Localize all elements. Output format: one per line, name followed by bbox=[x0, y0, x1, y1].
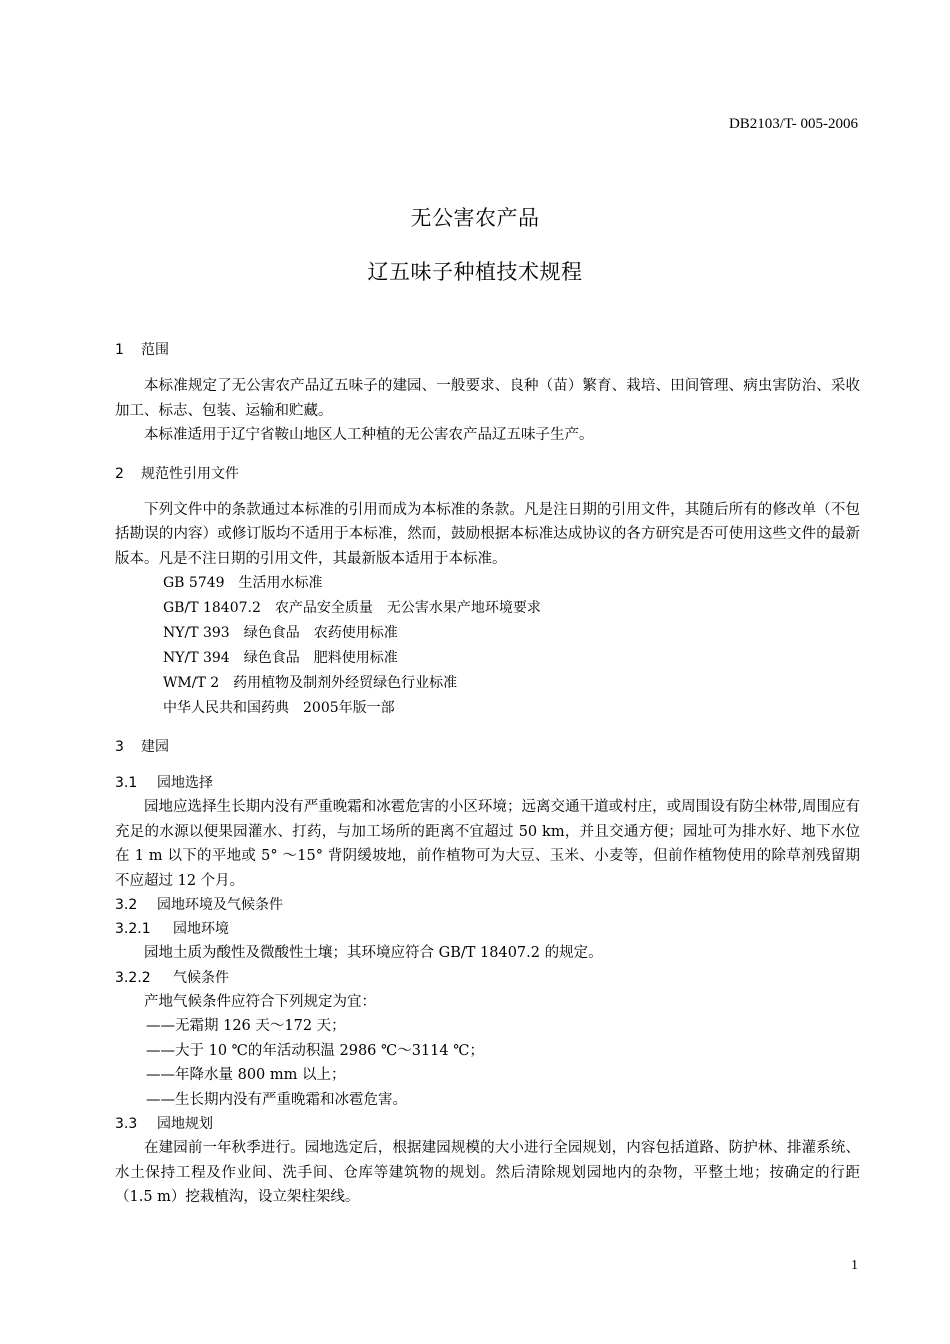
section-number: 3 bbox=[115, 739, 124, 755]
reference-item: GB 5749 生活用水标准 bbox=[163, 575, 323, 591]
section-1-heading bbox=[115, 338, 860, 363]
subsection-3-3-heading bbox=[115, 1112, 860, 1136]
reference-item: 中华人民共和国药典 2005年版一部 bbox=[163, 700, 395, 716]
subsection-number: 3.2 bbox=[115, 897, 138, 913]
section-3-heading bbox=[115, 735, 860, 760]
subsection-number: 3.2.2 bbox=[115, 969, 151, 986]
reference-item: NY/T 394 绿色食品 肥料使用标准 bbox=[163, 650, 398, 666]
section-title: 范围 bbox=[141, 342, 169, 358]
section-title: 规范性引用文件 bbox=[141, 465, 239, 482]
section-2-heading bbox=[115, 462, 860, 487]
reference-item: NY/T 393 绿色食品 农药使用标准 bbox=[163, 625, 398, 641]
subsection-number: 3.3 bbox=[115, 1116, 138, 1132]
climate-list-item: ——年降水量 800 mm 以上； bbox=[146, 1067, 346, 1083]
section-2-paragraph-1: 下列文件中的条款通过本标准的引用而成为本标准的条款。凡是注日期的引用文件，其随后所有的修改单（不包括勘误的内容）或修订版均不适用于本标准，然而，鼓励根据本标准达成协议的各方研究是否可使用这些文件的最新版本。凡是不注日期的引用文件，其最新版本适用于本标准。 bbox=[115, 501, 860, 567]
title-line-1: 无公害农产品 bbox=[410, 206, 540, 230]
subsection-title: 园地环境及气候条件 bbox=[157, 897, 283, 913]
subsection-number: 3.1 bbox=[115, 775, 138, 791]
title-line-2: 辽五味子种植技术规程 bbox=[367, 260, 583, 284]
subsection-title: 气候条件 bbox=[173, 969, 229, 986]
climate-list-item: ——无霜期 126 天～172 天； bbox=[146, 1018, 346, 1034]
subsection-3-1-paragraph: 园地应选择生长期内没有严重晚霜和冰雹危害的小区环境；远离交通干道或村庄，或周围设有防尘林带,周围应有充足的水源以便果园灌水、打药，与加工场所的距离不宜超过 50 km，并且交通方便；园址可为排水好、地下水位在 1 m 以下的平地或 5° ～15° 背阴缓坡地，前作植物可为大豆、玉米、小麦等，但前作植物使用的除草剂残留期不应超过 12 个月。 bbox=[115, 799, 860, 889]
document-code: DB2103/T- 005-2006 bbox=[728, 116, 858, 132]
section-title: 建园 bbox=[141, 739, 169, 755]
reference-item: GB/T 18407.2 农产品安全质量 无公害水果产地环境要求 bbox=[163, 600, 541, 616]
subsection-number: 3.2.1 bbox=[115, 921, 151, 937]
reference-item: WM/T 2 药用植物及制剂外经贸绿色行业标准 bbox=[163, 675, 458, 691]
subsection-3-2-2-heading bbox=[115, 966, 860, 990]
section-number: 2 bbox=[115, 465, 124, 482]
page-number: 1 bbox=[851, 1258, 858, 1273]
subsection-3-2-1-heading bbox=[115, 917, 860, 941]
subsection-title: 园地规划 bbox=[157, 1116, 213, 1132]
document-body bbox=[115, 338, 860, 1210]
section-1-paragraph-2: 本标准适用于辽宁省鞍山地区人工种植的无公害农产品辽五味子生产。 bbox=[144, 427, 594, 443]
climate-list-item: ——大于 10 ℃的年活动积温 2986 ℃～3114 ℃； bbox=[146, 1042, 484, 1059]
subsection-3-2-heading bbox=[115, 893, 860, 917]
climate-list-item: ——生长期内没有严重晚霜和冰雹危害。 bbox=[146, 1091, 407, 1108]
subsection-title: 园地环境 bbox=[173, 921, 229, 937]
subsection-3-2-1-paragraph: 园地土质为酸性及微酸性土壤；其环境应符合 GB/T 18407.2 的规定。 bbox=[144, 945, 603, 961]
subsection-title: 园地选择 bbox=[157, 775, 213, 791]
subsection-3-3-paragraph: 在建园前一年秋季进行。园地选定后，根据建园规模的大小进行全园规划，内容包括道路、防护林、排灌系统、水土保持工程及作业间、洗手间、仓库等建筑物的规划。然后清除规划园地内的杂物，平整土地；按确定的行距（1.5 m）挖栽植沟，设立架柱架线。 bbox=[115, 1140, 860, 1205]
section-1-paragraph-1: 本标准规定了无公害农产品辽五味子的建园、一般要求、良种（苗）繁育、栽培、田间管理、病虫害防治、采收加工、标志、包装、运输和贮藏。 bbox=[115, 378, 860, 419]
section-number: 1 bbox=[115, 342, 124, 358]
subsection-3-2-2-paragraph: 产地气候条件应符合下列规定为宜： bbox=[144, 993, 376, 1010]
subsection-3-1-heading bbox=[115, 771, 860, 795]
